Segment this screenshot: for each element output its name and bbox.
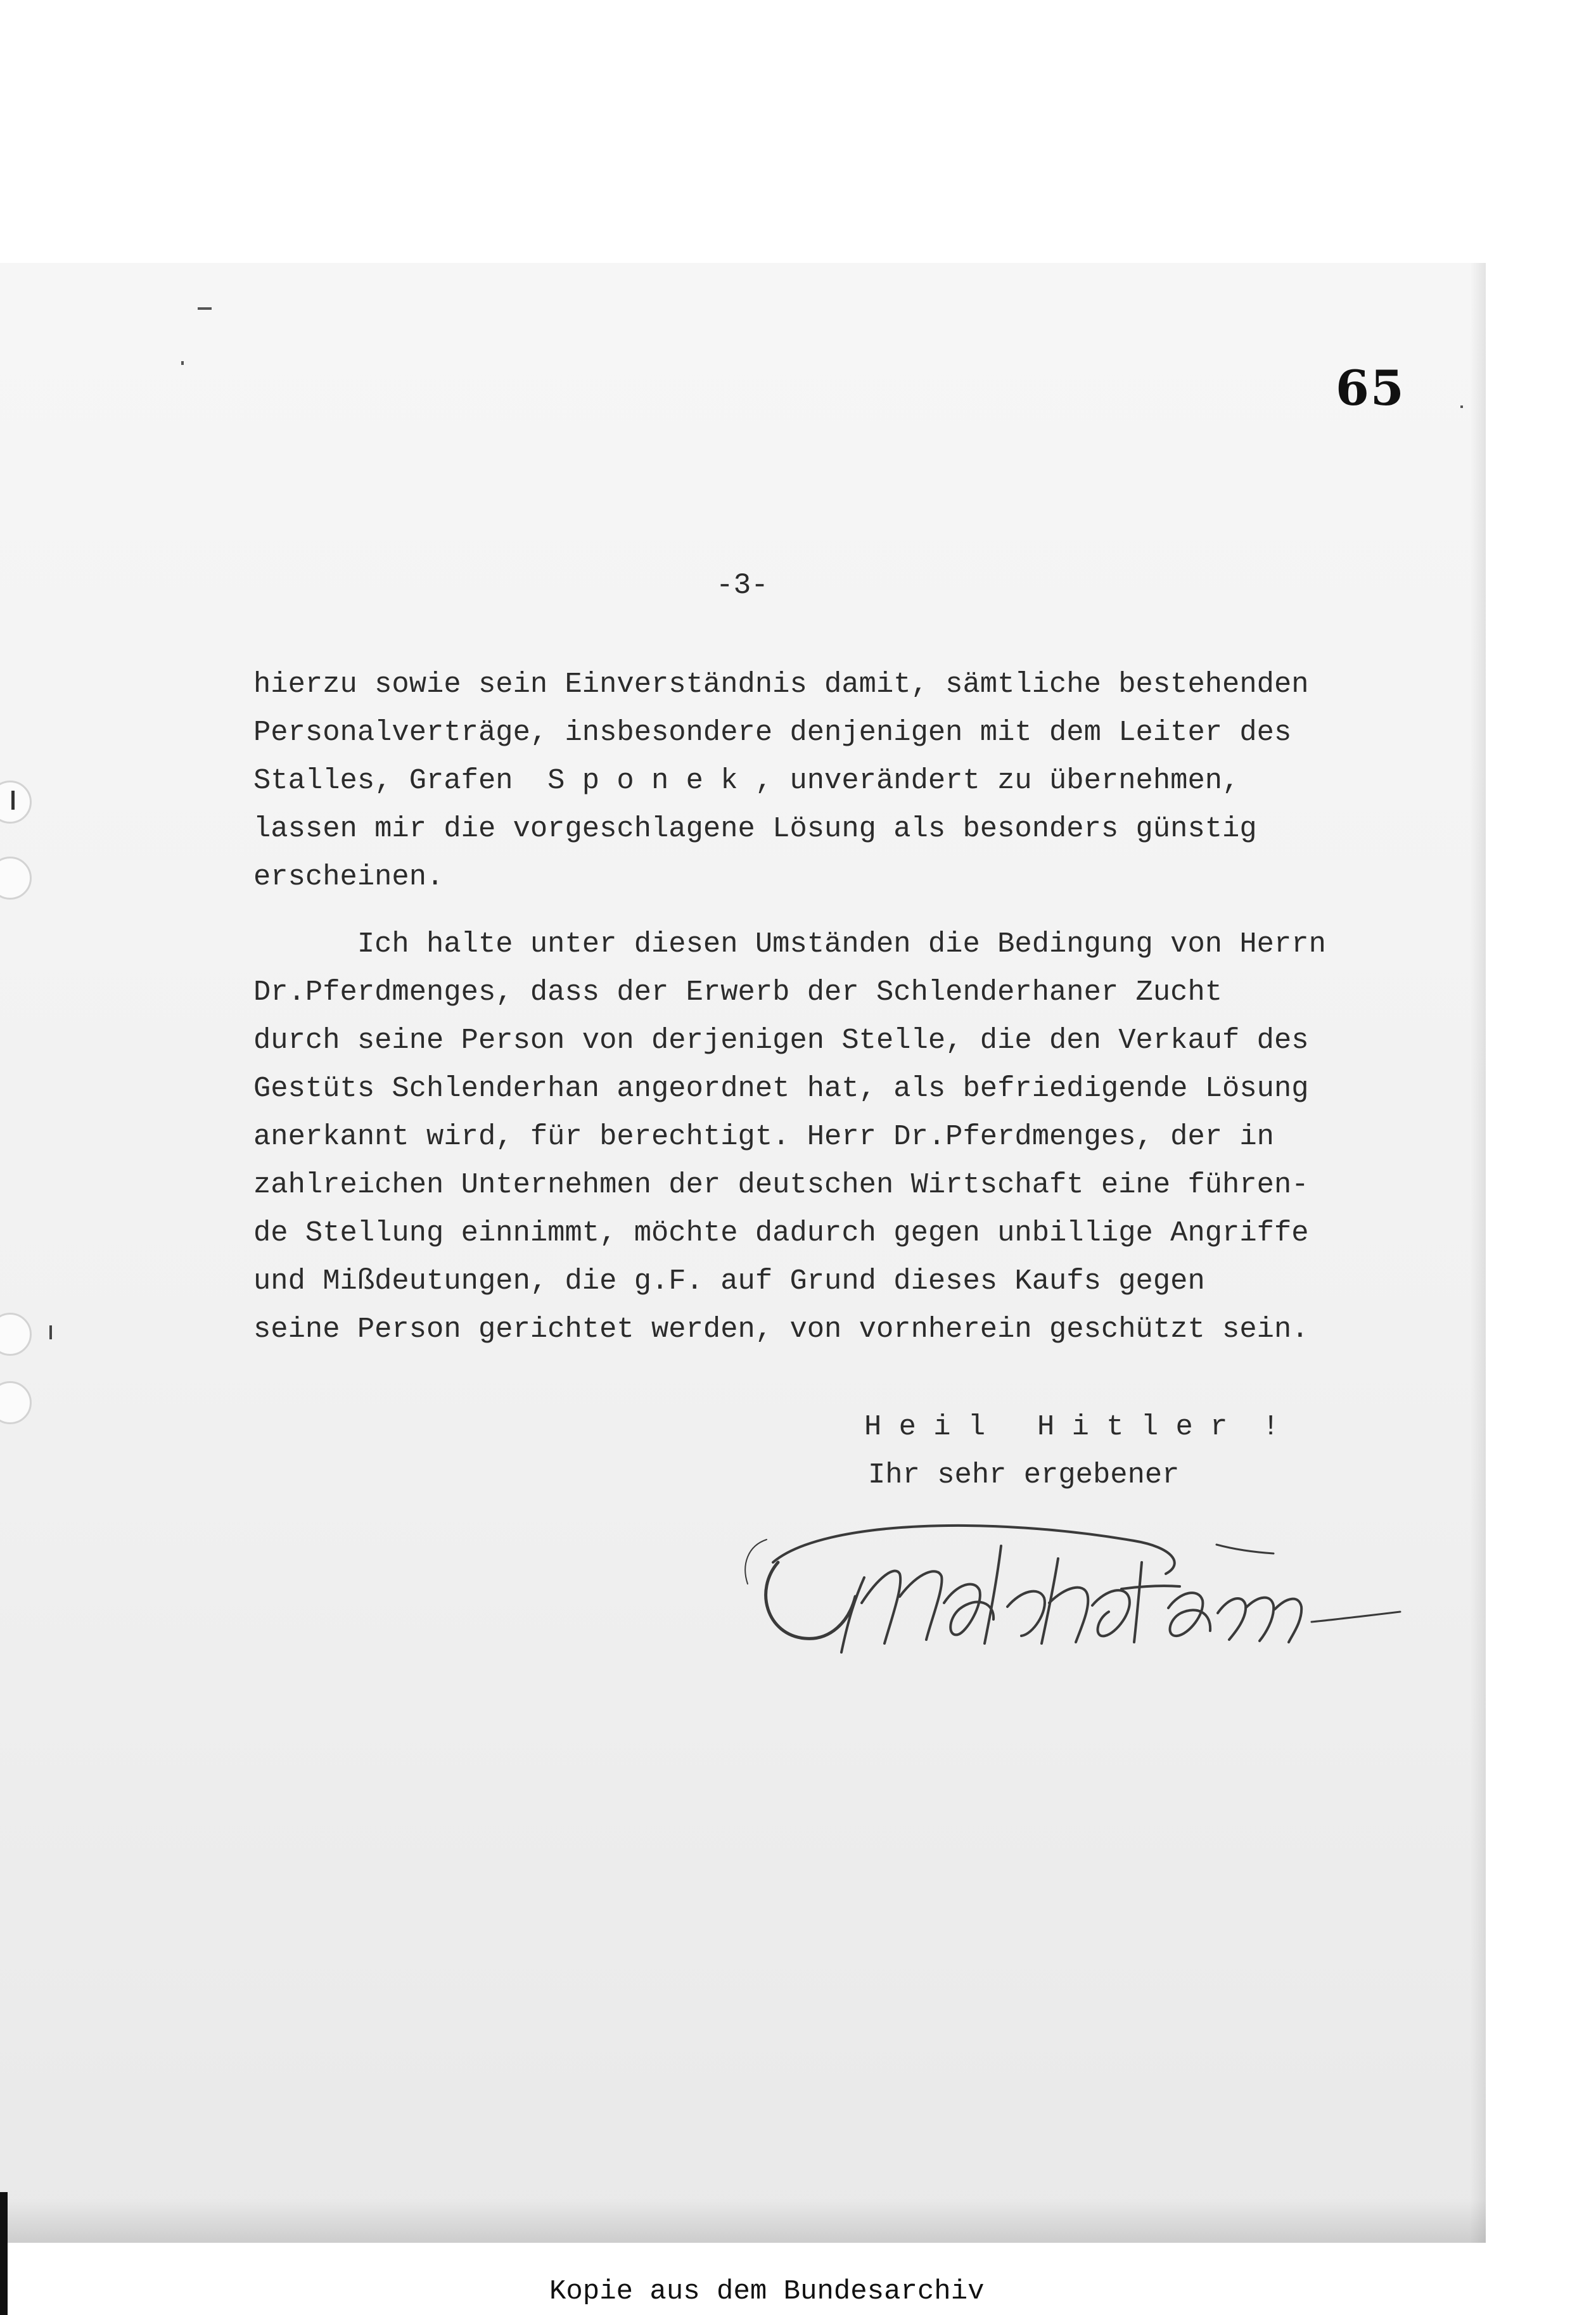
body-line: Gestüts Schlenderhan angeordnet hat, als befriedigende Lösung bbox=[253, 1072, 1309, 1105]
scan-speck bbox=[11, 791, 15, 810]
body-line: Ich halte unter diesen Umständen die Bedingung von Herrn bbox=[253, 928, 1326, 960]
body-line: lassen mir die vorgeschlagene Lösung als besonders günstig bbox=[253, 812, 1257, 845]
body-line: seine Person gerichtet werden, von vornherein geschützt sein. bbox=[253, 1313, 1309, 1346]
body-line: Personalverträge, insbesondere denjenigen mit dem Leiter des bbox=[253, 716, 1292, 749]
sheet-shadow-bottom bbox=[0, 2198, 1486, 2243]
scan-edge-mark bbox=[0, 2192, 8, 2315]
paper-sheet bbox=[0, 263, 1486, 2243]
handwritten-signature bbox=[729, 1508, 1464, 1673]
body-line: Stalles, Grafen S p o n e k , unverändert zu übernehmen, bbox=[253, 764, 1240, 797]
body-line: anerkannt wird, für berechtigt. Herr Dr.Pferdmenges, der in bbox=[253, 1120, 1274, 1153]
scan-speck bbox=[49, 1325, 52, 1339]
body-line: Dr.Pferdmenges, dass der Erwerb der Schlenderhaner Zucht bbox=[253, 976, 1223, 1009]
sign-off: Ihr sehr ergebener bbox=[868, 1458, 1180, 1491]
archive-footer-note: Kopie aus dem Bundesarchiv bbox=[549, 2276, 985, 2307]
sheet-shadow-right bbox=[1470, 263, 1486, 2243]
scan-speck bbox=[181, 361, 184, 365]
scan-speck bbox=[198, 307, 212, 310]
stamped-page-number: 65 bbox=[1336, 360, 1405, 416]
body-line: hierzu sowie sein Einverständnis damit, sämtliche bestehenden bbox=[253, 668, 1309, 701]
body-line: zahlreichen Unternehmen der deutschen Wirtschaft eine führen- bbox=[253, 1168, 1309, 1201]
sheet-marker: -3- bbox=[716, 569, 769, 602]
body-line: erscheinen. bbox=[253, 860, 444, 893]
scan-speck bbox=[1460, 405, 1463, 408]
body-line: und Mißdeutungen, die g.F. auf Grund dieses Kaufs gegen bbox=[253, 1265, 1205, 1298]
body-line: de Stellung einnimmt, möchte dadurch gegen unbillige Angriffe bbox=[253, 1216, 1309, 1249]
body-line: durch seine Person von derjenigen Stelle, die den Verkauf des bbox=[253, 1024, 1309, 1057]
closing-salutation: H e i l H i t l e r ! bbox=[864, 1410, 1280, 1443]
